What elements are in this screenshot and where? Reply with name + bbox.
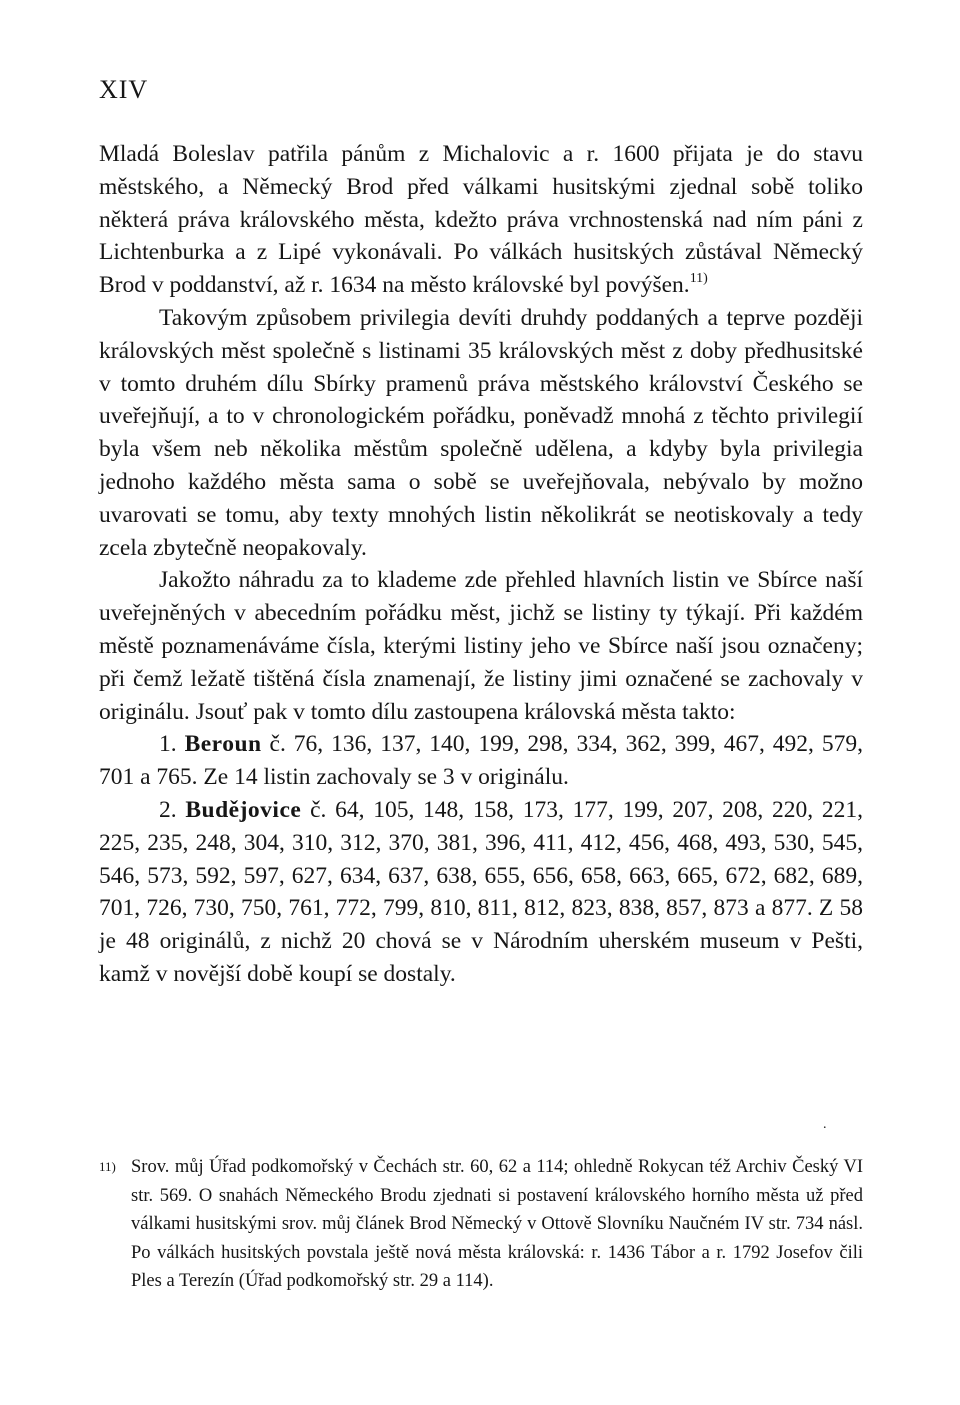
body-text bbox=[99, 138, 863, 991]
entry-number: 2. bbox=[159, 796, 177, 823]
footnote-reference: 11) bbox=[689, 271, 708, 287]
entry-budejovice bbox=[99, 794, 863, 991]
entry-city: Beroun bbox=[184, 731, 262, 758]
entry-text: č. 76, 136, 137, 140, 199, 298, 334, 362, 399, 467, 492, 579, 701 a 765. Ze 14 listin zachovaly se 3 v originálu. bbox=[99, 731, 863, 791]
footnote-text: Srov. můj Úřad podkomořský v Čechách str. 60, 62 a 114; ohledně Rokycan též Archiv Český VI str. 569. O snahách Německého Brodu zjednati si postavení královského horního města už před válkami husitskými srov. můj článek Brod Německý v Ottově Slovníku Naučném IV str. 734 násl. Po válkách husitských povstala ještě nová města královská: r. 1436 Tábor a r. 1792 Josefov čili Ples a Terezín (Úřad podkomořský str. 29 a 114). bbox=[131, 1157, 863, 1292]
paragraph-2: Takovým způsobem privilegia devíti druhdy poddaných a teprve později královských měst společně s listinami 35 královských měst z doby předhusitské v tomto druhém dílu Sbírky pramenů práva městského království Českého se uveřejňují, a to v chronologickém pořádku, poněvadž mnohá z těchto privilegií byla všem neb několika městům společně udělena, a kdyby byla privilegia jednoho každého města sama o sobě se uveřejňovala, nebývalo by možno uvarovati se tomu, aby texty mnohých listin několikrát se neotiskovaly a tedy zcela zbytečně neopakovaly. bbox=[99, 304, 863, 561]
footnote bbox=[99, 1153, 863, 1296]
paragraph-3: Jakožto náhradu za to klademe zde přehled hlavních listin ve Sbírce naší uveřejněných v abecedním pořádku měst, jichž se listiny ty týkají. Při každém městě poznamenáváme čísla, kterými listiny jeho ve Sbírce naší jsou označeny; při čemž ležatě tištěná čísla znamenají, že listiny jimi označené se zachovaly v originálu. Jsouť pak v tomto dílu zastoupena královská města takto: bbox=[99, 567, 863, 725]
page-number: XIV bbox=[99, 75, 149, 104]
entry-number: 1. bbox=[159, 731, 177, 758]
entry-city: Budějovice bbox=[185, 796, 302, 823]
paragraph-1 bbox=[99, 138, 863, 302]
stray-mark: . bbox=[823, 1117, 827, 1132]
footnote-marker: 11) bbox=[99, 1159, 116, 1174]
entry-text: č. 64, 105, 148, 158, 173, 177, 199, 207, 208, 220, 221, 225, 235, 248, 304, 310, 312, 370, 381, 396, 411, 412, 456, 468, 493, 530, 545, 546, 573, 592, 597, 627, 634, 637, 638, 655, 656, 658, 663, 665, 672, 682, 689, 701, 726, 730, 750, 761, 772, 799, 810, 811, 812, 823, 838, 857, 873 a 877. Z 58 je 48 originálů, z nichž 20 chová se v Národním uherském museum v Pešti, kamž v novější době koupí se dostaly. bbox=[99, 796, 864, 987]
paragraph-1-text: Mladá Boleslav patřila pánům z Michalovic a r. 1600 přijata je do stavu městského, a Německý Brod před válkami husitskými zjednal sobě toliko některá práva královského města, kdežto práva vrchnostenská nad ním páni z Lichtenburka a z Lipé vykonávali. Po válkách husitských zůstával Německý Brod v poddanství, až r. 1634 na město královské byl povýšen. bbox=[99, 141, 863, 299]
entry-beroun bbox=[99, 728, 863, 794]
